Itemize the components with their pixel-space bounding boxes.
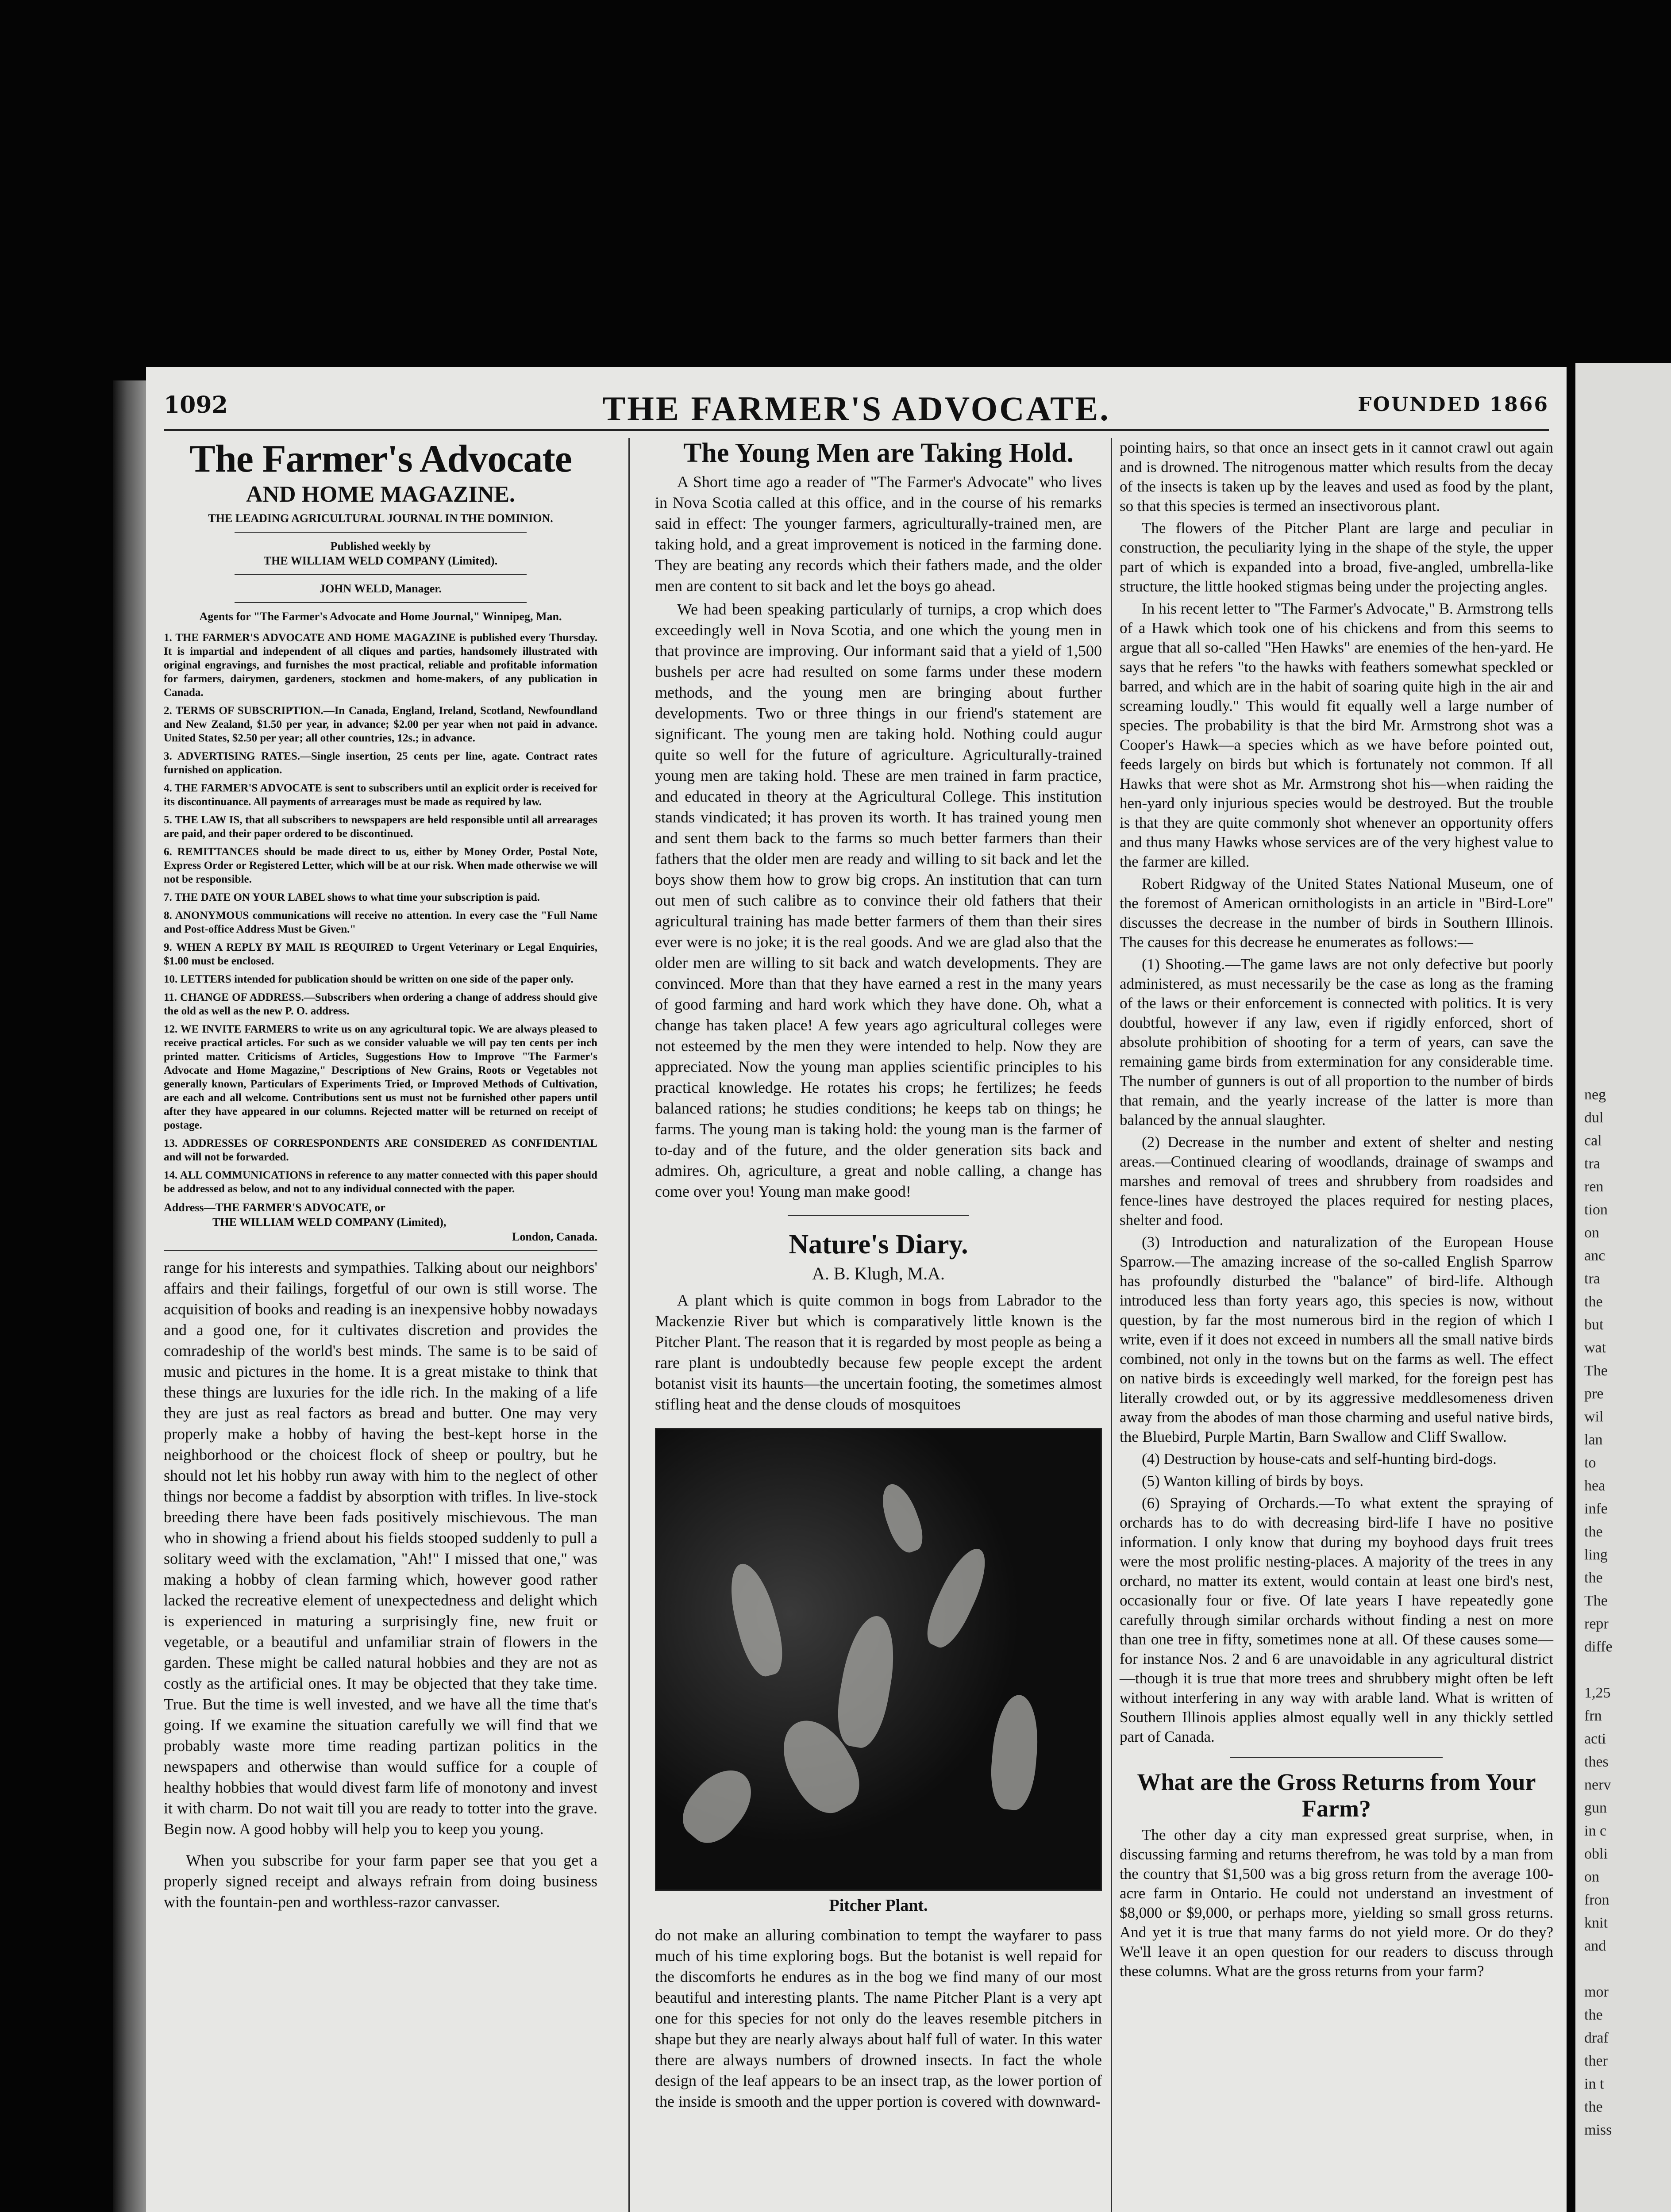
- page-header: [164, 389, 1549, 431]
- pitcher-plant-photo: [655, 1428, 1102, 1891]
- column-2: [655, 438, 1102, 2115]
- article-paragraph: (2) Decrease in the number and extent of shelter and nesting areas.—Continued clearing of woodlands, drainage of swamps and marshes and removal of trees and shrubbery from roadsides and fence-lines have destroyed the places required for nesting places, shelter and food.: [1120, 1133, 1553, 1229]
- adjacent-page-fragment: the: [1584, 2099, 1603, 2115]
- term-item: 7. THE DATE ON YOUR LABEL shows to what time your subscription is paid.: [164, 891, 540, 903]
- adjacent-page-fragment: the: [1584, 2007, 1603, 2023]
- term-item: 14. ALL COMMUNICATIONS in reference to any matter connected with this paper should be addressed as below, and not to any individual connected with the paper.: [164, 1169, 597, 1195]
- article-paragraph: The flowers of the Pitcher Plant are large and peculiar in construction, the peculiarity lying in the shape of the style, the upper part of which is expanded into a broad, five-angled, umbrella-like structure, the little hooked stigmas being under the projecting angles.: [1120, 519, 1553, 595]
- adjacent-page-fragment: tion: [1584, 1202, 1608, 1218]
- article-paragraph: (3) Introduction and naturalization of the European House Sparrow.—The amazing increase of the so-called English Sparrow has profoundly disturbed the "balance" of bird-life. Although introduced less than forty years ago, this species is now, without question, by far the most numerous bird in the region of which I write, even if it does not exceed in numbers all the small native birds combined, not only in the towns but on the farms as well. The effect on native birds is exceedingly well marked, for the foreign pest has literally crowded out, or by its aggressive meddlesomeness driven away from the abodes of man those charming and useful native birds, the Bluebird, Purple Martin, Barn Swallow and Cliff Swallow.: [1120, 1233, 1553, 1445]
- newspaper-page: [146, 367, 1567, 2212]
- adjacent-page-fragment: obli: [1584, 1846, 1608, 1862]
- editorial-text: When you subscribe for your farm paper see that you get a properly signed receipt and always refrain from doing business with the fountain-pen and worthless-razor canvasser.: [164, 1851, 597, 1911]
- adjacent-page-fragment: but: [1584, 1317, 1604, 1333]
- article-paragraph: do not make an alluring combination to tempt the wayfarer to pass much of his time exploring bogs. But the botanist is well repaid for the discomforts he endures as in the bog we find many of our most beautiful and interesting plants. The name Pitcher Plant is a very apt one for this species for not only do the leaves resemble pitchers in shape but they are nearly always about half full of water. In this water there are always numbers of drowned insects. In fact the whole design of the leaf appears to be an insect trap, as the lower portion of the inside is smooth and the upper portion is covered with downward-: [655, 1926, 1102, 2110]
- term-item: 5. THE LAW IS, that all subscribers to newspapers are held responsible until all arrearages are paid, and their paper ordered to be discontinued.: [164, 814, 597, 840]
- adjacent-page-fragment: in c: [1584, 1823, 1607, 1839]
- adjacent-page-fragment: repr: [1584, 1616, 1609, 1632]
- divider: [235, 574, 527, 575]
- manager: JOHN WELD, Manager.: [320, 582, 442, 595]
- published-line: Published weekly by: [330, 540, 431, 553]
- divider: [1230, 1757, 1443, 1758]
- column-rule: [628, 438, 630, 2212]
- address-line: THE WILLIAM WELD COMPANY (Limited),: [212, 1216, 447, 1229]
- article-paragraph: pointing hairs, so that once an insect gets in it cannot crawl out again and is drowned. The nitrogenous matter which results from the decay of the insects is taken up by the leaves and used as food by the plant, so that this species is termed an insectivorous plant.: [1120, 439, 1553, 515]
- article-paragraph: A Short time ago a reader of "The Farmer's Advocate" who lives in Nova Scotia called at this office, and in the course of his remarks said in effect: The younger farmers, agriculturally-trained men, are taking hold, and a great improvement is noticed in the farming done. They are beating any records which their fathers made, and the older men are content to sit back and let the boys go ahead.: [655, 473, 1102, 595]
- tagline: THE LEADING AGRICULTURAL JOURNAL IN THE DOMINION.: [208, 512, 553, 525]
- publication-subtitle: AND HOME MAGAZINE.: [246, 482, 516, 507]
- article-paragraph: The other day a city man expressed great surprise, when, in discussing farming and returns therefrom, he was told by a man from the country that $1,500 was a big gross return from the average 100-acre farm in Ontario. He could not understand an investment of $8,000 or $9,000, or perhaps more, yielding so small gross returns. And yet it is true that many farms do not yield more. Or do they? We'll leave it an open question for our readers to discuss through these columns. What are the gross returns from your farm?: [1120, 1826, 1553, 1980]
- term-item: 6. REMITTANCES should be made direct to us, either by Money Order, Postal Note, Express Order or Registered Letter, which will be at our risk. When made otherwise we will not be responsible.: [164, 846, 597, 885]
- publication-title: The Farmer's Advocate: [189, 438, 572, 480]
- divider: [235, 602, 527, 603]
- adjacent-page-fragment: infe: [1584, 1501, 1608, 1517]
- adjacent-page-fragment: dul: [1584, 1110, 1604, 1126]
- term-item: 4. THE FARMER'S ADVOCATE is sent to subscribers until an explicit order is received for its discontinuance. All payments of arrearages must be made as required by law.: [164, 782, 597, 808]
- term-item: 12. WE INVITE FARMERS to write us on any agricultural topic. We are always pleased to receive practical articles. For such as we consider valuable we will pay ten cents per inch printed matter. Criticisms of Articles, Suggestions How to Improve "The Farmer's Advocate and Home Magazine," Descriptions of New Grains, Roots or Vegetables not generally known, Particulars of Experiments Tried, or Improved Methods of Cultivation, are each and all welcome. Contributions sent us must not be furnished other papers until after they have appeared in our columns. Rejected matter will be returned on receipt of postage.: [164, 1023, 597, 1131]
- article-paragraph: (6) Spraying of Orchards.—To what extent the spraying of orchards has to do with decreasing bird-life I have no positive information. I only know that during my boyhood days fruit trees were the most prolific nesting-places. A majority of the trees in any orchard, no matter its extent, would contain at least one bird's nest, occasionally four or five. Of late years I have repeatedly gone carefully through similar orchards without finding a nest on more than one tree in fifty, sometimes none at all. Of these causes some—for instance Nos. 2 and 6 are unavoidable in any agricultural district—though it is true that more trees and shrubbery might often be left without interfering in any way with arable land. What is written of Southern Illinois applies almost equally well in any thickly settled part of Canada.: [1120, 1494, 1553, 1745]
- header-rule: [164, 429, 1549, 431]
- adjacent-page-fragment: wil: [1584, 1409, 1604, 1425]
- adjacent-page-fragment: The: [1584, 1593, 1608, 1609]
- adjacent-page-edge: [1575, 363, 1671, 2212]
- adjacent-page-fragment: tra: [1584, 1271, 1600, 1287]
- adjacent-page-fragment: hea: [1584, 1478, 1606, 1494]
- adjacent-page-fragment: pre: [1584, 1386, 1604, 1402]
- column-rule: [1111, 438, 1112, 2212]
- adjacent-page-fragment: ther: [1584, 2053, 1608, 2069]
- term-item: 2. TERMS OF SUBSCRIPTION.—In Canada, England, Ireland, Scotland, Newfoundland and New Zealand, $1.50 per year, in advance; $2.00 per year when not paid in advance. United States, $2.50 per year; all other countries, 12s.; in advance.: [164, 705, 597, 744]
- article-paragraph: (1) Shooting.—The game laws are not only defective but poorly administered, as must necessarily be the case as long as the framing of the laws or their enforcement is connected with politics. It is very doubtful, however if any law, even if rigidly enforced, short of absolute prohibition of shooting for a term of years, can save the remaining game birds from extermination for any considerable time. The number of gunners is out of all proportion to the number of birds that remain, and the yearly increase of the latter is more than balanced by the annual slaughter.: [1120, 956, 1553, 1129]
- column-1: [164, 438, 597, 1915]
- adjacent-page-fragment: the: [1584, 1524, 1603, 1540]
- adjacent-page-fragment: to: [1584, 1455, 1596, 1471]
- adjacent-page-fragment: and: [1584, 1938, 1606, 1954]
- article-title: What are the Gross Returns from Your Farm?: [1137, 1769, 1536, 1822]
- article-paragraph: We had been speaking particularly of turnips, a crop which does exceedingly well in Nova Scotia, and one which the young men in that province are improving. Our informant said that a yield of 1,500 bushels per acre had resulted on some farms under these modern methods, and the young men are bringing about further developments. Two or three things in our friend's statement are significant. The young men are taking hold. Nothing could augur quite so well for the future of agriculture. Agriculturally-trained young men are taking hold. These are men trained in farm practice, and educated in theory at the Agricultural College. This institution stands vindicated; it has proven its worth. It has trained young men and sent them back to the farms so much better farmers than their fathers that the older men are ready and willing to sit back and let the boys show them how to grow big crops. An institution that can turn out men of such calibre as to convince their old fathers that their agricultural training has made better farmers of them than their sires ever were is no joke; it is the real goods. And we are glad also that the older men are willing to sit back and watch developments. They are convinced. More than that they have earned a rest in the many years of good farming and hard work which they have done. Oh, what a change has taken place! A few years ago agricultural colleges were not esteemed by the men they were intended to help. Now they are appreciated. Now the young man applies scientific principles to his practical knowledge. He rotates his crops; he fertilizes; he feeds balanced rations; he studies conditions; he keeps tab on things; he farms. The young man is taking hold: the young man is the farmer of to-day and of the future, and the older generation sits back and admires. Oh, agriculture, a great and noble calling, a change has come over you! Young man make good!: [655, 600, 1102, 1200]
- adjacent-page-fragment: wat: [1584, 1340, 1606, 1356]
- adjacent-page-fragment: the: [1584, 1570, 1603, 1586]
- divider: [235, 532, 527, 533]
- article-paragraph: In his recent letter to "The Farmer's Advocate," B. Armstrong tells of a Hawk which took one of his chickens and from this seems to argue that all so-called "Hen Hawks" are enemies of the hen-yard. He says that he refers "to the hawks with feathers somewhat speckled or barred, and which are in the habit of soaring quite high in the air and screaming loudly." This would fit equally well a large number of species. The probability is that the bird Mr. Armstrong shot was a Cooper's Hawk—a species which as we have before pointed out, feeds largely on birds but which is fortunately not common. If all Hawks that were shot as Mr. Armstrong shot his—when raiding the hen-yard only injurious species would be destroyed. But the trouble is that they are quite commonly shot whenever an opportunity offers and thus many Hawks whose services are of the very highest value to the farmer are killed.: [1120, 600, 1553, 870]
- article-paragraph: Robert Ridgway of the United States National Museum, one of the foremost of American ornithologists in an article in "Bird-Lore" discusses the decrease in the number of birds in Southern Illinois. The causes for this decrease he enumerates as follows:—: [1120, 875, 1553, 951]
- adjacent-page-fragment: on: [1584, 1869, 1599, 1885]
- article-paragraph: (4) Destruction by house-cats and self-hunting bird-dogs.: [1142, 1450, 1497, 1467]
- editorial-text: range for his interests and sympathies. Talking about our neighbors' affairs and their failings, forgetful of our own is still worse. The acquisition of books and reading is an inexpensive hobby nowadays and a good one, for it cultivates discretion and provides the comradeship of the world's best minds. The same is to be said of music and pictures in the home. It is a great mistake to think that these things are luxuries for the idle rich. In the making of a life they are just as real factors as bread and butter. One may very properly make a hobby of having the best-kept horse in the neighborhood or the choicest flock of sheep or poultry, but he should not let his hobby run away with him to the neglect of other things nor become a faddist by absorption with trifles. In live-stock breeding there have been fads positively mischievous. The man who in showing a friend about his fields stooped suddenly to pull a solitary weed with the exclamation, "Ah!" I missed that one," was making a hobby of clean farming which, however good rather lacked the recreative element of unexpectedness and delight which is experienced in maturing a surprisingly fine, new fruit or vegetable, or a beautiful and unfamiliar strain of flowers in the garden. These might be called natural hobbies and they are not as costly as the artificial ones. It may be objected that they take time. True. But the time is well invested, and we have all the time that's going. If we examine the situation carefully we will find that we probably waste more time reading partizan politics in the newspapers and otherwise than would suffice for a couple of healthy hobbies that would divest farm life of monotony and invest it with charm. Do not wait till you are ready to totter into the grave. Begin now. A good hobby will help you to keep you young.: [164, 1259, 597, 1838]
- adjacent-page-fragment: the: [1584, 1294, 1603, 1310]
- term-item: 10. LETTERS intended for publication should be written on one side of the paper only.: [164, 973, 574, 985]
- adjacent-page-fragment: anc: [1584, 1248, 1606, 1264]
- adjacent-page-fragment: fron: [1584, 1892, 1609, 1908]
- term-item: 1. THE FARMER'S ADVOCATE AND HOME MAGAZINE is published every Thursday. It is impartial and independent of all cliques and parties, handsomely illustrated with original engravings, and furnishes the most practical, reliable and profitable information for farmers, dairymen, gardeners, stockmen and home-makers, of any publication in Canada.: [164, 632, 597, 699]
- adjacent-page-fragment: ling: [1584, 1547, 1608, 1563]
- adjacent-page-fragment: ren: [1584, 1179, 1604, 1195]
- agents: Agents for "The Farmer's Advocate and Home Journal," Winnipeg, Man.: [199, 610, 562, 623]
- adjacent-page-fragment: miss: [1584, 2122, 1612, 2138]
- adjacent-page-fragment: nerv: [1584, 1777, 1611, 1793]
- terms-list: [164, 631, 597, 1196]
- adjacent-page-fragment: draf: [1584, 2030, 1609, 2046]
- publisher: THE WILLIAM WELD COMPANY (Limited).: [263, 554, 498, 567]
- term-item: 13. ADDRESSES OF CORRESPONDENTS ARE CONSIDERED AS CONFIDENTIAL and will not be forwarded.: [164, 1137, 597, 1163]
- adjacent-page-fragment: in t: [1584, 2076, 1604, 2092]
- adjacent-page-fragment: knit: [1584, 1915, 1608, 1931]
- adjacent-page-fragment: 1,25: [1584, 1685, 1611, 1701]
- adjacent-page-fragment: thes: [1584, 1754, 1609, 1770]
- adjacent-page-fragment: on: [1584, 1225, 1599, 1241]
- address-line: London, Canada.: [512, 1230, 597, 1243]
- address-line: Address—THE FARMER'S ADVOCATE, or: [164, 1201, 385, 1214]
- term-item: 11. CHANGE OF ADDRESS.—Subscribers when ordering a change of address should give the old as well as the new P. O. address.: [164, 991, 597, 1017]
- divider: [164, 1250, 597, 1251]
- adjacent-page-fragment: frn: [1584, 1708, 1602, 1724]
- founded-line: FOUNDED 1866: [1358, 393, 1549, 416]
- adjacent-page-fragment: tra: [1584, 1156, 1600, 1172]
- adjacent-page-fragment: diffe: [1584, 1639, 1613, 1655]
- adjacent-page-fragment: cal: [1584, 1133, 1602, 1149]
- photo-caption: Pitcher Plant.: [829, 1896, 928, 1915]
- article-paragraph: A plant which is quite common in bogs from Labrador to the Mackenzie River but which is comparatively little known is the Pitcher Plant. The reason that it is regarded by most people as being a rare plant is undoubtedly because few people except the ardent botanist visit its haunts—the uncertain footing, the sometimes almost stifling heat and the dense clouds of mosquitoes: [655, 1291, 1102, 1413]
- term-item: 3. ADVERTISING RATES.—Single insertion, 25 cents per line, agate. Contract rates furnished on application.: [164, 750, 597, 776]
- term-item: 8. ANONYMOUS communications will receive no attention. In every case the "Full Name and Post-office Address Must be Given.": [164, 910, 597, 935]
- adjacent-page-fragment: The: [1584, 1363, 1608, 1379]
- article-title: Nature's Diary.: [789, 1229, 968, 1260]
- adjacent-page-fragment: acti: [1584, 1731, 1606, 1747]
- article-paragraph: (5) Wanton killing of birds by boys.: [1142, 1472, 1364, 1490]
- masthead: THE FARMER'S ADVOCATE.: [602, 389, 1110, 428]
- byline: A. B. Klugh, M.A.: [812, 1263, 945, 1283]
- adjacent-page-fragment: gun: [1584, 1800, 1607, 1816]
- column-3: [1120, 438, 1553, 1984]
- adjacent-page-fragment: lan: [1584, 1432, 1603, 1448]
- divider: [788, 1215, 969, 1216]
- adjacent-page-fragment: mor: [1584, 1984, 1609, 2000]
- article-title: The Young Men are Taking Hold.: [683, 438, 1074, 468]
- adjacent-page-fragment: neg: [1584, 1087, 1606, 1103]
- book-spine: [113, 380, 148, 2212]
- page-number: 1092: [164, 392, 228, 419]
- term-item: 9. WHEN A REPLY BY MAIL IS REQUIRED to Urgent Veterinary or Legal Enquiries, $1.00 must be enclosed.: [164, 941, 597, 967]
